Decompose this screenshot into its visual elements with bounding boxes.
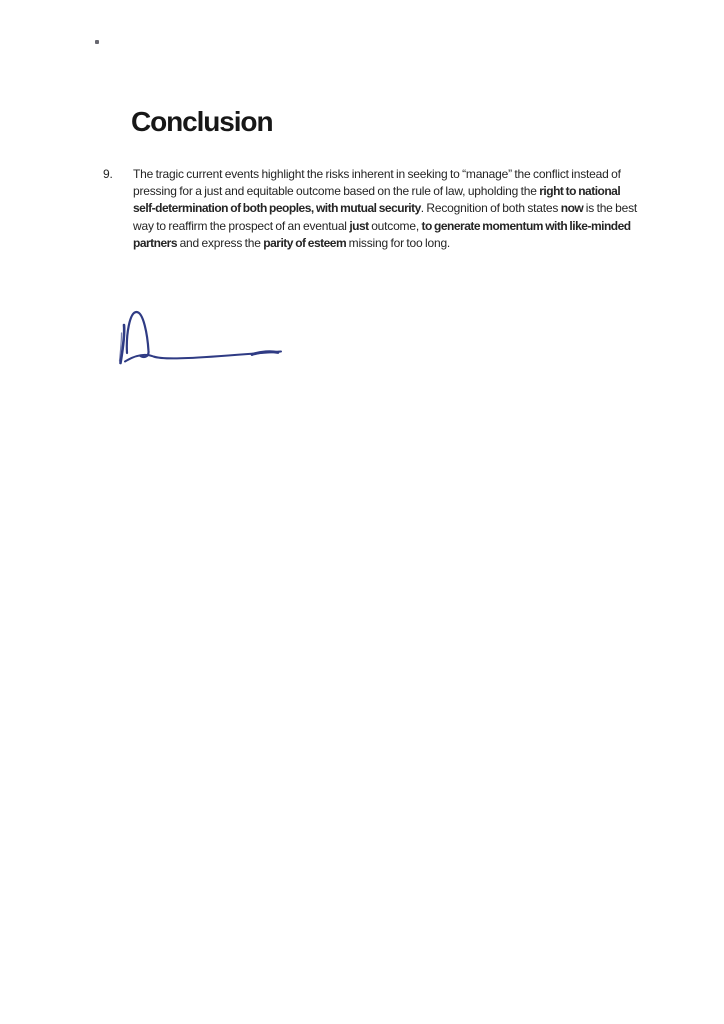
- numbered-paragraph: [103, 166, 640, 252]
- list-item-number: 9.: [103, 167, 113, 181]
- signature-end-flourish: [252, 352, 278, 355]
- section-heading: Conclusion: [131, 106, 273, 137]
- signature-arch: [127, 312, 149, 357]
- paragraph-text: The tragic current events highlight the risks inherent in seeking to “manage” the conflict instead of pressing for a just and equitable outcome based on the rule of law, upholding the right to national self-determination of both peoples, with mutual security. Recognition of both states now is the best way to reaffirm the prospect of an eventual just outcome, to generate momentum with like-minded partners and express the parity of esteem missing for too long.: [133, 167, 638, 250]
- handwritten-signature: [105, 303, 295, 378]
- signature-strokes: [120, 312, 282, 363]
- ink-speck: [95, 40, 99, 44]
